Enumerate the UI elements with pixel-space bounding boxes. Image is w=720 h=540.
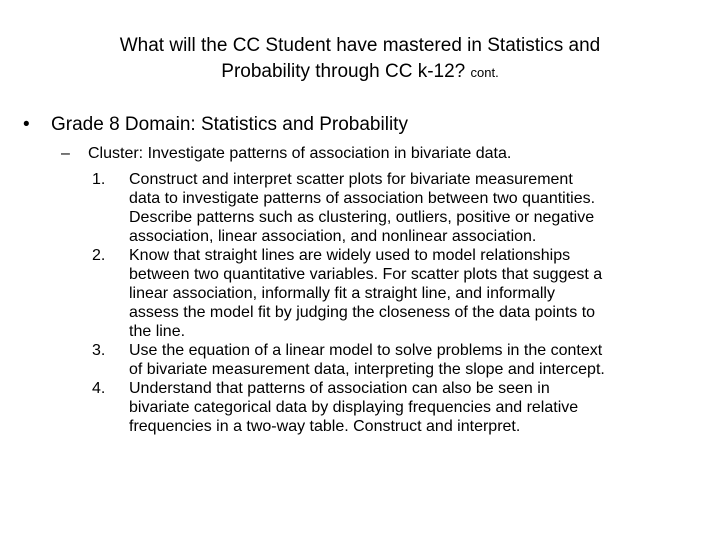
- list-item-line: Use the equation of a linear model to solve problems in the context: [129, 342, 603, 359]
- domain-heading-text: Grade 8 Domain: Statistics and Probability: [51, 114, 408, 135]
- list-item-number: 3.: [92, 342, 106, 359]
- slide-title: [40, 33, 680, 86]
- slide-title-line-2-text: Probability through CC k-12?: [221, 61, 466, 82]
- list-item-line: bivariate categorical data by displaying frequencies and relative: [129, 399, 579, 416]
- list-item-line: between two quantitative variables. For scatter plots that suggest a: [129, 266, 603, 283]
- bullet-icon: •: [23, 114, 30, 135]
- list-item: [88, 341, 708, 379]
- list-item-number: 4.: [92, 380, 106, 397]
- list-item-number: 1.: [92, 171, 106, 188]
- list-item-line: the line.: [129, 323, 186, 340]
- list-item: [88, 170, 708, 246]
- list-item-line: Understand that patterns of association can also be seen in: [129, 380, 550, 397]
- slide-title-cont: cont.: [470, 65, 499, 80]
- dash-icon: –: [61, 145, 70, 162]
- list-item-line: assess the model fit by judging the closeness of the data points to: [129, 304, 596, 321]
- list-item-line: Describe patterns such as clustering, outliers, positive or negative: [129, 209, 595, 226]
- list-item: [88, 246, 708, 341]
- list-item-line: Know that straight lines are widely used to model relationships: [129, 247, 571, 264]
- list-item-line: linear association, informally fit a straight line, and informally: [129, 285, 555, 302]
- list-item-line: of bivariate measurement data, interpreting the slope and intercept.: [129, 361, 605, 378]
- slide-title-line-1: What will the CC Student have mastered in Statistics and: [119, 35, 601, 56]
- list-item-number: 2.: [92, 247, 106, 264]
- domain-heading: [23, 112, 408, 138]
- list-item-line: frequencies in a two-way table. Construct and interpret.: [129, 418, 521, 435]
- slide-title-line-2: [40, 59, 680, 86]
- list-item-line: data to investigate patterns of association between two quantities.: [129, 190, 596, 207]
- cluster-heading: [61, 144, 511, 163]
- list-item-line: association, linear association, and nonlinear association.: [129, 228, 537, 245]
- standards-list: [88, 170, 708, 436]
- cluster-heading-text: Cluster: Investigate patterns of association in bivariate data.: [88, 145, 512, 162]
- list-item: [88, 379, 708, 436]
- list-item-line: Construct and interpret scatter plots for bivariate measurement: [129, 171, 573, 188]
